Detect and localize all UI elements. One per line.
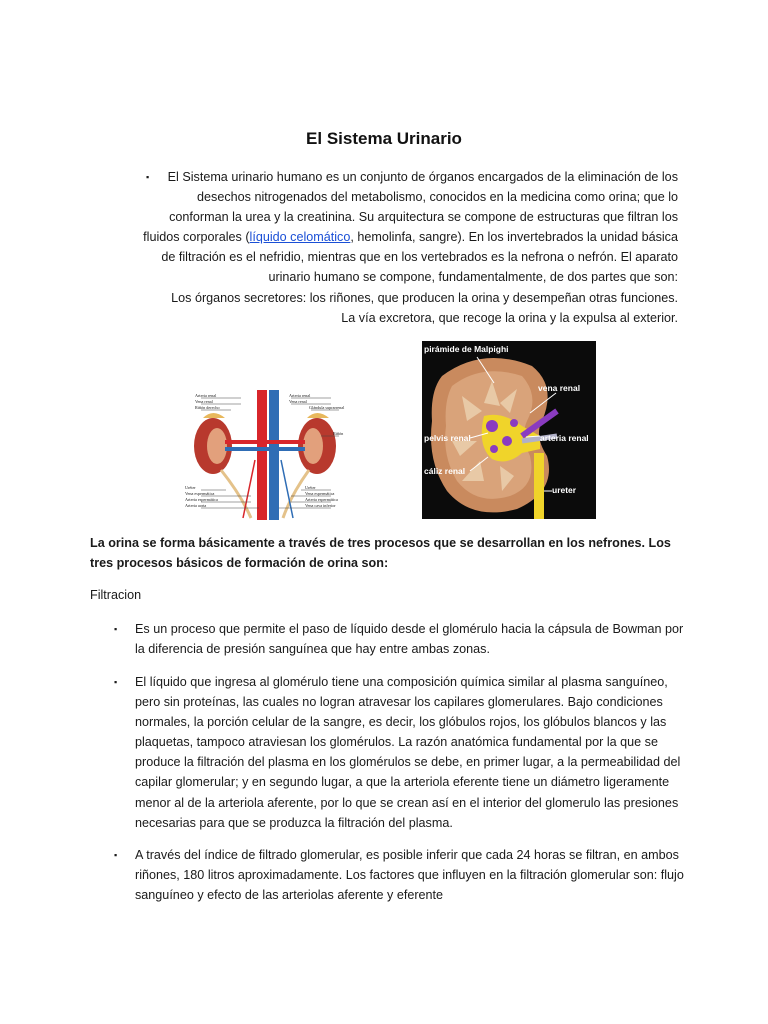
svg-text:Vena renal: Vena renal [289,399,307,404]
svg-text:cáliz renal: cáliz renal [424,466,466,476]
svg-text:vena renal: vena renal [538,383,581,393]
svg-text:pirámide de Malpighi: pirámide de Malpighi [424,344,509,354]
bullet-marker: ▪ [114,624,118,634]
urinary-system-figure [181,390,351,520]
list-item [90,845,690,905]
formation-intro-paragraph: La orina se forma básicamente a través de tres procesos que se desarrollan en los nefrones. Los tres procesos básicos de formación de orina son: [90,536,671,571]
svg-text:ureter: ureter [552,485,577,495]
svg-text:Uréter: Uréter [185,485,196,490]
svg-text:pelvis renal: pelvis renal [424,433,471,443]
svg-text:Riñón: Riñón [333,431,344,436]
list-item-text: El líquido que ingresa al glomérulo tiene una composición química similar al plasma sanguíneo, pero sin proteínas, las cuales no logran atravesar los capilares glomerulares. Bajo condiciones normales, la porción celular de la sangre, es decir, los glóbulos rojos, los glóbulos blancos y las plaquetas, tampoco atraviesan los glomérulos. La razón anatómica fundamental por la que se produce la filtración del plasma en los glomérulos se debe, en primer lugar, a la permeabilidad del capilar glomerular; y en segundo lugar, a que la arteriola eferente tiene un diámetro ligeramente menor al de la arteriola aferente, por lo que se crean así en el interior del glomerulo las presiones necesarias para que se produzca la filtración del plasma. [135,675,681,830]
list-item [90,619,690,659]
intro-line-organs: Los órganos secretores: los riñones, que producen la orina y desempeñan otras funciones. [171,290,678,305]
intro-line-via: La vía excretora, que recoge la orina y la expulsa al exterior. [341,310,678,325]
svg-text:arteria renal: arteria renal [540,433,589,443]
svg-text:Vena renal: Vena renal [195,399,213,404]
link-liquido-celomatico[interactable]: líquido celomático [249,230,351,245]
bullet-marker: ▪ [146,172,150,182]
page-title: El Sistema Urinario [306,129,462,148]
svg-text:Vena espermática: Vena espermática [185,491,215,496]
list-item-text: A través del índice de filtrado glomerular, es posible inferir que cada 24 horas se filtran, en ambos riñones, 180 litros aproximadamente. Los factores que influyen en la filtración glomerular son: flujo sanguíneo y efecto de las arteriolas aferente y eferente [135,848,684,903]
svg-text:Vena cava inferior: Vena cava inferior [305,503,336,508]
svg-text:Arteria renal: Arteria renal [195,393,217,398]
intro-text: El Sistema urinario humano es un conjunto de órganos encargados de la eliminación de los desechos nitrogenados del metabolismo, conocidos en la medicina como orina; que lo conforman la urea y la creatinina. Su arquitectura se compone de estructuras que filtran los fluidos corporales (líquido celomático, hemolinfa, sangre). En los invertebrados la unidad básica de filtración es el nefridio, mientras que en los vertebrados es la nefrona o nefrón. El aparato urinario humano se compone, fundamentalmente, de dos partes que son: [143,170,678,285]
svg-text:Glándula suprarrenal: Glándula suprarrenal [309,405,345,410]
svg-text:Uréter: Uréter [305,485,316,490]
intro-paragraph [140,167,678,328]
svg-text:Arteria espermática: Arteria espermática [305,497,338,502]
bullet-marker: ▪ [114,677,118,687]
svg-text:Riñón derecho: Riñón derecho [195,405,220,410]
list-item [90,672,690,833]
bullet-marker: ▪ [114,850,118,860]
kidney-section-figure [422,341,596,519]
list-item-text: Es un proceso que permite el paso de líquido desde el glomérulo hacia la cápsula de Bowman por la diferencia de presión sanguínea que hay entre ambas zonas. [135,622,684,657]
svg-text:Arteria aorta: Arteria aorta [185,503,207,508]
svg-text:Vena espermática: Vena espermática [305,491,335,496]
section-heading-filtracion: Filtracion [90,588,142,602]
svg-text:Arteria renal: Arteria renal [289,393,311,398]
svg-text:Arteria espermática: Arteria espermática [185,497,218,502]
